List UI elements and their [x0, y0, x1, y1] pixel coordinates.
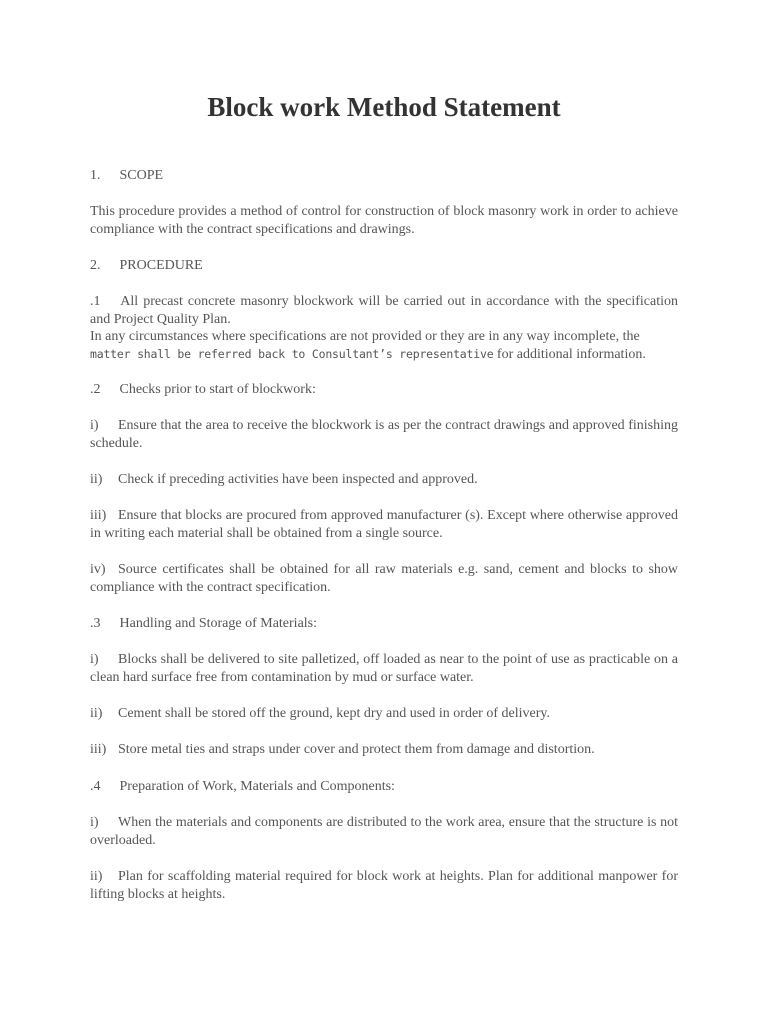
procedure-item-4	[90, 778, 678, 796]
procedure-item-3-ii-number: ii)	[90, 706, 103, 721]
procedure-item-3-i-number: i)	[90, 652, 99, 667]
procedure-item-1-text-3b: for additional information.	[493, 346, 646, 362]
procedure-item-4-text: Preparation of Work, Materials and Components:	[119, 779, 395, 794]
procedure-item-1-text-2: In any circumstances where specifications are not provided or they are in any way incomplete, the	[90, 329, 640, 344]
procedure-heading-number: 2.	[90, 258, 101, 273]
procedure-item-1-number: .1	[90, 294, 101, 309]
procedure-item-3-iii-number: iii)	[90, 742, 107, 757]
procedure-item-2-ii-text: Check if preceding activities have been inspected and approved.	[118, 472, 478, 487]
procedure-item-2-i	[90, 417, 678, 452]
scope-heading-number: 1.	[90, 168, 101, 183]
procedure-item-3-ii-text: Cement shall be stored off the ground, kept dry and used in order of delivery.	[118, 706, 550, 721]
procedure-item-3	[90, 615, 678, 633]
procedure-item-4-number: .4	[90, 779, 101, 794]
procedure-item-1-text: All precast concrete masonry blockwork will be carried out in accordance with the specification and Project Quality Plan.	[90, 294, 678, 327]
procedure-item-3-iii	[90, 741, 678, 759]
procedure-item-3-text: Handling and Storage of Materials:	[119, 616, 318, 631]
procedure-item-4-i-number: i)	[90, 815, 99, 830]
procedure-heading	[90, 257, 678, 275]
procedure-item-2-number: .2	[90, 382, 101, 397]
procedure-item-3-iii-text: Store metal ties and straps under cover and protect them from damage and distortion.	[118, 742, 595, 757]
procedure-item-4-ii-text: Plan for scaffolding material required for block work at heights. Plan for additional manpower for lifting blocks at heights.	[90, 869, 678, 902]
procedure-item-3-i	[90, 651, 678, 686]
procedure-item-2-iii-text: Ensure that blocks are procured from approved manufacturer (s). Except where otherwise approved in writing each material shall be obtained from a single source.	[90, 508, 678, 541]
procedure-item-3-ii	[90, 705, 678, 723]
procedure-item-2-iii-number: iii)	[90, 508, 107, 523]
scope-paragraph: This procedure provides a method of control for construction of block masonry work in order to achieve compliance with the contract specifications and drawings.	[90, 204, 678, 237]
procedure-item-2-text: Checks prior to start of blockwork:	[119, 382, 316, 397]
procedure-item-2-i-text: Ensure that the area to receive the blockwork is as per the contract drawings and approved finishing schedule.	[90, 418, 678, 451]
procedure-item-1-text-3a: matter shall be referred back to Consultant’s representative	[90, 346, 494, 361]
procedure-item-1-line-3	[90, 346, 678, 364]
procedure-item-2	[90, 381, 678, 399]
document-title: Block work Method Statement	[207, 92, 561, 122]
procedure-heading-text: PROCEDURE	[119, 258, 203, 273]
scope-heading-text: SCOPE	[119, 168, 164, 183]
procedure-item-4-i-text: When the materials and components are distributed to the work area, ensure that the structure is not overloaded.	[90, 815, 678, 848]
procedure-item-3-number: .3	[90, 616, 101, 631]
scope-heading	[90, 167, 678, 185]
procedure-item-2-iv	[90, 561, 678, 596]
procedure-item-2-iv-number: iv)	[90, 562, 106, 577]
procedure-item-2-i-number: i)	[90, 418, 99, 433]
procedure-item-2-iii	[90, 507, 678, 542]
procedure-item-4-ii	[90, 868, 678, 903]
procedure-item-2-iv-text: Source certificates shall be obtained for all raw materials e.g. sand, cement and blocks to show compliance with the contract specification.	[90, 562, 678, 595]
procedure-item-2-ii	[90, 471, 678, 489]
procedure-item-2-ii-number: ii)	[90, 472, 103, 487]
procedure-item-1	[90, 293, 678, 363]
procedure-item-4-i	[90, 814, 678, 849]
procedure-item-4-ii-number: ii)	[90, 869, 103, 884]
procedure-item-3-i-text: Blocks shall be delivered to site palletized, off loaded as near to the point of use as practicable on a clean hard surface free from contamination by mud or surface water.	[90, 652, 678, 685]
